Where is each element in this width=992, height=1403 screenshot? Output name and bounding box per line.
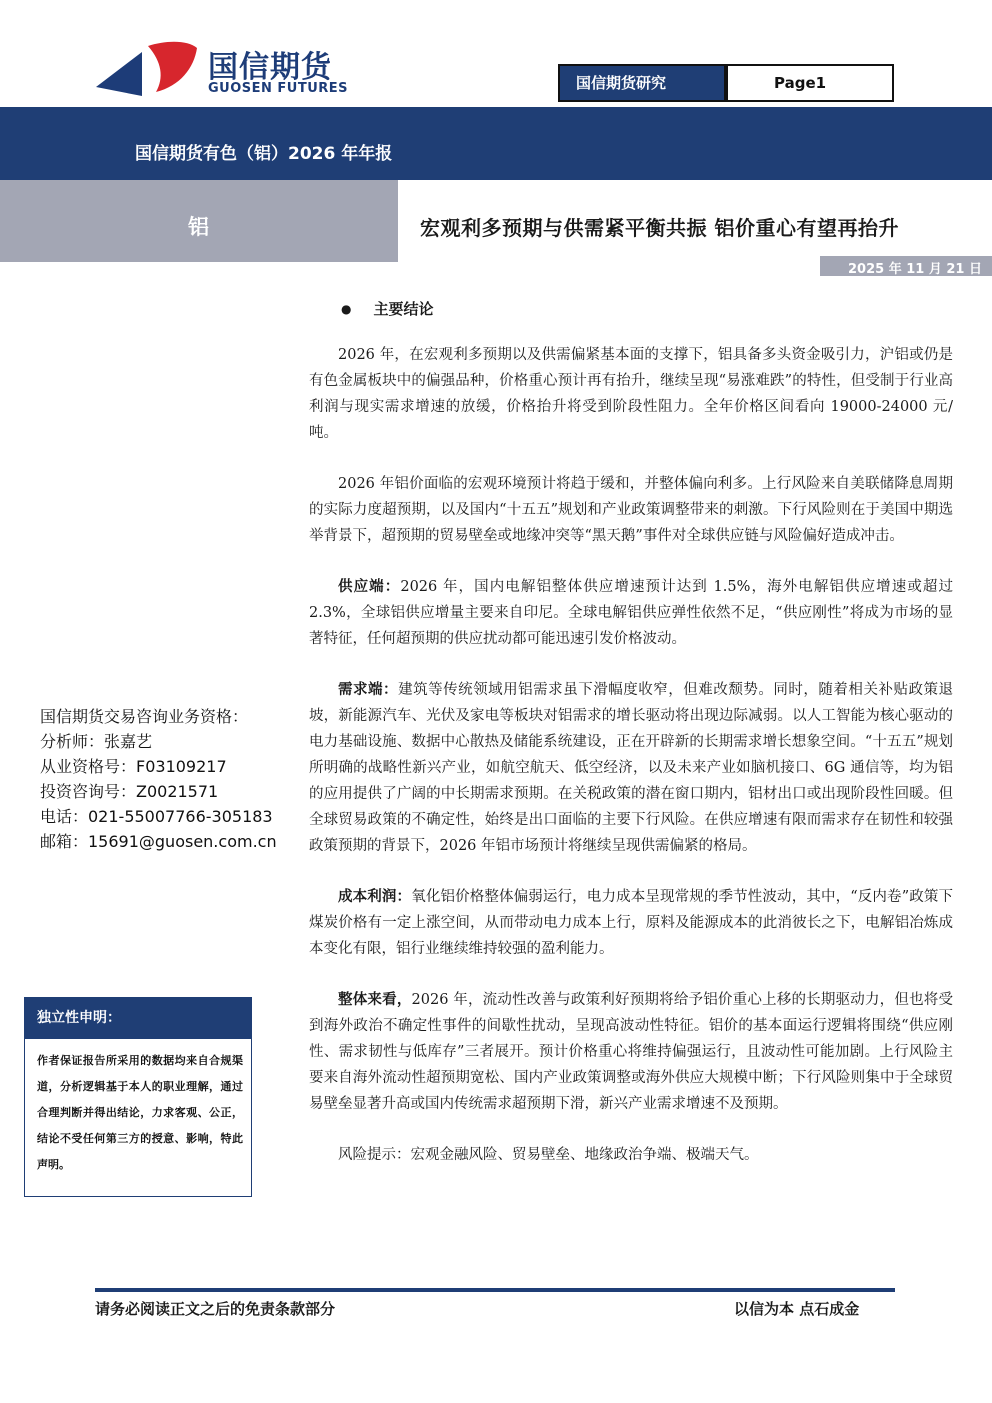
- logo-text-cn: 国信期货: [208, 50, 332, 85]
- bullet-icon: ●: [341, 302, 352, 316]
- report-date: 2025 年 11 月 21 日: [848, 262, 982, 277]
- analyst-name: 分析师：张嘉艺: [40, 732, 153, 751]
- logo-text-en: GUOSEN FUTURES: [208, 81, 349, 96]
- analyst-cert: 从业资格号：F03109217: [40, 757, 227, 776]
- cost-label: 成本利润：: [338, 888, 412, 905]
- statement-title: 独立性申明：: [24, 997, 252, 1039]
- commodity-label: 铝: [188, 215, 209, 239]
- paragraph-risk: 风险提示：宏观金融风险、贸易壁垒、地缘政治争端、极端天气。: [338, 1147, 759, 1163]
- disclaimer-note: 请务必阅读正文之后的免责条款部分: [95, 1300, 336, 1318]
- supply-label: 供应端：: [338, 578, 401, 595]
- supply-text: 2026 年，国内电解铝整体供应增速预计达到 1.5%，海外电解铝供应增速或超过 2.3%，全球铝供应增量主要来自印尼。全球电解铝供应弹性依然不足，“供应刚性”将成为市场的显著特征，任何超预期的供应扰动都可能迅速引发价格波动。: [309, 579, 953, 647]
- paragraph-summary: 2026 年，在宏观利多预期以及供需偏紧基本面的支撑下，铝具备多头资金吸引力，沪铝或仍是有色金属板块中的偏强品种，价格重心预计再有抬升，继续呈现“易涨难跌”的特性，但受制于行业高利润与现实需求增速的放缓，价格抬升将受到阶段性阻力。全年价格区间看向 19000-24000 元/吨。: [309, 347, 953, 441]
- paragraph-demand: [309, 677, 953, 859]
- analyst-email: 邮箱：15691@guosen.com.cn: [40, 832, 277, 851]
- footer-divider: [95, 1288, 895, 1292]
- main-content: [309, 296, 953, 1193]
- report-headline: 宏观利多预期与供需紧平衡共振 铝价重心有望再抬升: [420, 216, 899, 240]
- analyst-phone: 电话：021-55007766-305183: [40, 807, 273, 826]
- statement-body: 作者保证报告所采用的数据均来自合规渠道，分析逻辑基于本人的职业理解，通过合理判断并得出结论，力求客观、公正，结论不受任何第三方的授意、影响，特此声明。: [37, 1054, 243, 1171]
- overall-label: 整体来看，: [338, 991, 412, 1008]
- paragraph-supply: [309, 574, 953, 652]
- logo-mark-icon: [96, 40, 201, 102]
- page-number-box: Page1: [726, 64, 894, 102]
- paragraph-macro: 2026 年铝价面临的宏观环境预计将趋于缓和，并整体偏向利多。上行风险来自美联储降息周期的实际力度超预期，以及国内“十五五”规划和产业政策调整带来的刺激。下行风险则在于美国中期选举背景下，超预期的贸易壁垒或地缘冲突等“黑天鹅”事件对全球供应链与风险偏好造成冲击。: [309, 476, 953, 544]
- research-label-box: 国信期货研究: [558, 64, 726, 102]
- paragraph-overall: [309, 987, 953, 1117]
- report-title: 国信期货有色（铝）2026 年年报: [135, 144, 393, 164]
- company-logo: [96, 40, 366, 102]
- paragraph-cost: [309, 884, 953, 962]
- demand-text: 建筑等传统领域用铝需求虽下滑幅度收窄，但难改颓势。同时，随着相关补贴政策退坡，新能源汽车、光伏及家电等板块对铝需求的增长驱动将出现边际减弱。以人工智能为核心驱动的电力基础设施、数据中心散热及储能系统建设，正在开辟新的长期需求增长想象空间。“十五五”规划所明确的战略性新兴产业，如航空航天、低空经济，以及未来产业如脑机接口、6G 通信等，均为铝的应用提供了广阔的中长期需求预期。在关税政策的潜在窗口期内，铝材出口或出现阶段性回暖。但全球贸易政策的不确定性，始终是出口面临的主要下行风险。在供应增速有限而需求存在韧性和较强政策预期的背景下，2026 年铝市场预计将继续呈现供需偏紧的格局。: [309, 682, 954, 854]
- cost-text: 氧化铝价格整体偏弱运行，电力成本呈现常规的季节性波动，其中，“反内卷”政策下煤炭价格有一定上涨空间，从而带动电力成本上行，原料及能源成本的此消彼长之下，电解铝冶炼成本变化有限，铝行业继续维持较强的盈利能力。: [309, 889, 954, 957]
- section-heading-text: 主要结论: [373, 300, 434, 318]
- analyst-info: [40, 704, 302, 854]
- demand-label: 需求端：: [338, 681, 399, 698]
- qualification-line: 国信期货交易咨询业务资格：: [40, 707, 249, 726]
- overall-text: 2026 年，流动性改善与政策利好预期将给予铝价重心上移的长期驱动力，但也将受到海外政治不确定性事件的间歇性扰动，呈现高波动性特征。铝价的基本面运行逻辑将围绕“供应刚性、需求韧性与低库存”三者展开。预计价格重心将维持偏强运行，且波动性可能加剧。上行风险主要来自海外流动性超预期宽松、国内产业政策调整或海外供应大规模中断；下行风险则集中于全球贸易壁垒显著升高或国内传统需求超预期下滑，新兴产业需求增速不及预期。: [309, 992, 953, 1112]
- analyst-consult: 投资咨询号：Z0021571: [40, 782, 219, 801]
- company-slogan: 以信为本 点石成金: [734, 1300, 860, 1318]
- section-heading: [309, 296, 953, 322]
